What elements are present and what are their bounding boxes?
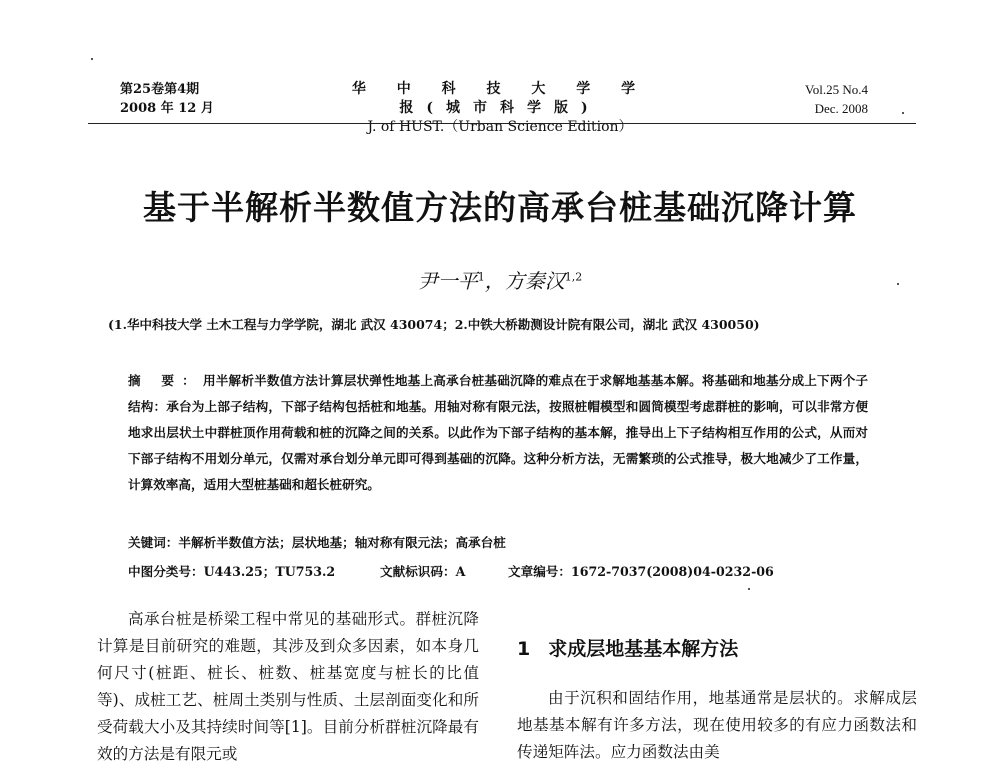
volume-date: Dec. 2008: [814, 101, 868, 116]
clc-value: U443.25；TU753.2: [203, 564, 336, 579]
journal-issue-info: [120, 80, 214, 118]
doc-code-label: 文献标识码：: [380, 564, 456, 579]
keywords-text: 半解析半数值方法；层状地基；轴对称有限元法；高承台桩: [178, 535, 506, 550]
author-separator: ，: [484, 269, 505, 293]
section-heading: [517, 634, 917, 661]
abstract: [128, 368, 868, 498]
body-right-column: [517, 606, 917, 766]
author-1: 尹一平: [417, 269, 478, 293]
scan-speck: [902, 112, 904, 114]
issue-date: 2008 年 12 月: [120, 101, 214, 116]
keywords: [128, 532, 868, 551]
journal-volume-english: [760, 80, 868, 118]
clc-label: 中图分类号：: [128, 564, 204, 579]
header-rule: [88, 123, 916, 124]
doc-code-value: A: [455, 564, 466, 579]
journal-name-english: J. of HUST.（Urban Science Edition）: [367, 119, 633, 135]
author-2-affil: 1,2: [564, 270, 583, 284]
section-title: 求成层地基基本解方法: [548, 638, 739, 660]
section-number: 1: [517, 638, 531, 660]
abstract-text: 用半解析半数值方法计算层状弹性地基上高承台桩基础沉降的难点在于求解地基基本解。将基础和地基分成上下两个子结构：承台为上部子结构，下部子结构包括桩和地基。用轴对称有限元法，按照桩帽模型和圆筒模型考虑群桩的影响，可以非常方便地求出层状土中群桩顶作用荷载和桩的沉降之间的关系。以此作为下部子结构的基本解，推导出上下子结构相互作用的公式，从而对下部子结构不用划分单元，仅需对承台划分单元即可得到基础的沉降。这种分析方法，无需繁琐的公式推导，极大地减少了工作量，计算效率高，适用大型桩基础和超长桩研究。: [128, 373, 869, 492]
section-paragraph: 由于沉积和固结作用，地基通常是层状的。求解成层地基基本解有许多方法，现在使用较多的有应力函数法和传递矩阵法。应力函数法由美: [517, 689, 917, 761]
keywords-label: 关键词：: [128, 535, 179, 550]
classification-line: [128, 561, 868, 580]
volume-issue: 第25卷第4期: [120, 82, 200, 97]
article-number-value: 1672-7037(2008)04-0232-06: [570, 564, 774, 579]
author-2: 方秦汉: [504, 269, 565, 293]
journal-name-chinese: 华 中 科 技 大 学 学 报(城市科学版): [351, 81, 649, 116]
author-line: [300, 265, 700, 294]
abstract-label: 摘 要：: [128, 373, 203, 388]
scan-speck: [897, 283, 899, 285]
scan-speck: [748, 588, 750, 590]
article-number-label: 文章编号：: [508, 564, 571, 579]
author-1-affil: 1: [477, 270, 485, 284]
intro-paragraph: 高承台桩是桥梁工程中常见的基础形式。群桩沉降计算是目前研究的难题，其涉及到众多因素，如本身几何尺寸(桩距、桩长、桩数、桩基宽度与桩长的比值等)、成桩工艺、桩周土类别与性质、土层剖面变化和所受荷载大小及其持续时间等[1]。目前分析群桩沉降最有效的方法是有限元或: [97, 610, 479, 763]
journal-name: [330, 80, 670, 137]
scan-speck: [91, 58, 93, 60]
body-left-column: [97, 606, 479, 768]
paper-title: 基于半解析半数值方法的高承台桩基础沉降计算: [143, 188, 857, 227]
volume-number: Vol.25 No.4: [805, 82, 868, 97]
affiliation: (1.华中科技大学 土木工程与力学学院，湖北 武汉 430074；2.中铁大桥勘测设计院有限公司，湖北 武汉 430050): [108, 317, 760, 332]
